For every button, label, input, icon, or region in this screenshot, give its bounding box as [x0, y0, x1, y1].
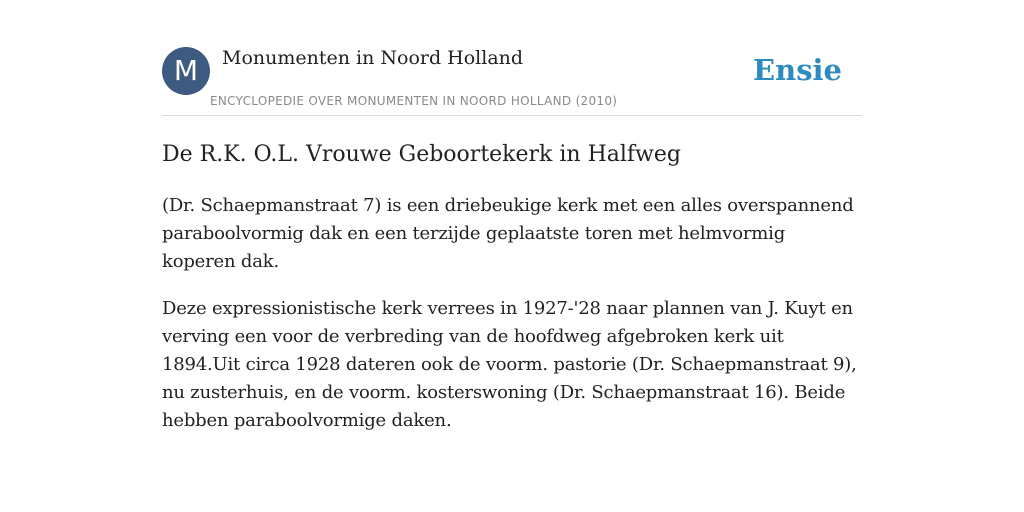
article-paragraph-2: Deze expressionistische kerk verrees in 1927-'28 naar plannen van J. Kuyt en verving een voor de verbreding van de hoofdweg afgebroken kerk uit 1894.Uit circa 1928 dateren ook de voorm. pastorie (Dr. Schaepmanstraat 9), nu zusterhuis, en de voorm. kosterswoning (Dr. Schaepmanstraat 16). Beide hebben paraboolvormige daken.: [162, 298, 857, 431]
source-title[interactable]: Monumenten in Noord Holland: [222, 47, 524, 69]
brand-logo[interactable]: Ensie: [753, 53, 842, 87]
source-avatar[interactable]: M: [162, 47, 210, 95]
article-paragraph-1: (Dr. Schaepmanstraat 7) is een driebeukige kerk met een alles overspannend paraboolvormig dak en een terzijde geplaatste toren met helmvormig koperen dak.: [162, 195, 854, 272]
article-card: [162, 0, 862, 512]
header-divider: [162, 115, 862, 116]
source-subtitle: ENCYCLOPEDIE OVER MONUMENTEN IN NOORD HOLLAND (2010): [210, 94, 618, 108]
article-title: De R.K. O.L. Vrouwe Geboortekerk in Halfweg: [162, 142, 681, 167]
